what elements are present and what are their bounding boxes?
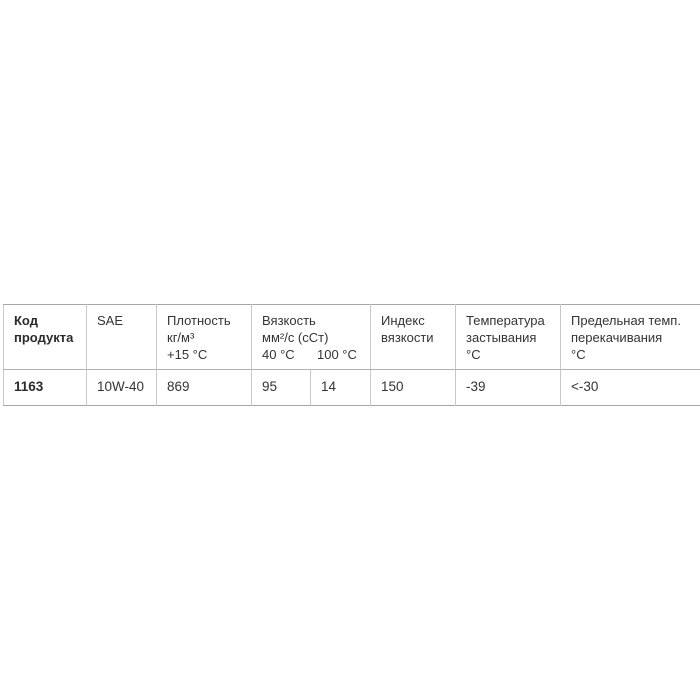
- cell-pumping-limit: <-30: [561, 370, 700, 406]
- col-header-viscosity: [252, 305, 371, 370]
- subheader-100c: 100 °C: [317, 347, 357, 362]
- oil-spec-table-wrap: [3, 304, 700, 406]
- cell-product-code: 1163: [14, 378, 44, 394]
- header-line: °C: [571, 347, 586, 362]
- oil-spec-table: [3, 304, 700, 406]
- header-line: застывания: [466, 330, 537, 345]
- header-line: +15 °C: [167, 347, 208, 362]
- subheader-40c: 40 °C: [262, 347, 295, 362]
- col-header-pour-point: [456, 305, 561, 370]
- col-header-sae: [87, 305, 157, 370]
- header-line: °C: [466, 347, 481, 362]
- col-header-product-code: [4, 305, 87, 370]
- header-line: вязкости: [381, 330, 434, 345]
- header-line: Плотность: [167, 313, 231, 328]
- viscosity-subheader-row: [262, 346, 366, 363]
- header-line: Индекс: [381, 313, 425, 328]
- header-line: SAE: [97, 313, 124, 328]
- cell-sae: 10W-40: [87, 370, 157, 406]
- table-row: [4, 370, 700, 406]
- col-header-viscosity-index: [371, 305, 456, 370]
- header-line: мм²/с (сСт): [262, 330, 329, 345]
- header-line: Предельная темп.: [571, 313, 681, 328]
- cell-viscosity-index: 150: [371, 370, 456, 406]
- header-line: Температура: [466, 313, 545, 328]
- header-line: перекачивания: [571, 330, 663, 345]
- cell-viscosity-100: 14: [311, 370, 371, 406]
- header-line: Код: [14, 313, 38, 328]
- col-header-pumping-limit: [561, 305, 700, 370]
- cell-density: 869: [157, 370, 252, 406]
- header-line: кг/м³: [167, 330, 195, 345]
- header-line: продукта: [14, 330, 74, 345]
- col-header-density: [157, 305, 252, 370]
- header-line: Вязкость: [262, 313, 316, 328]
- cell-viscosity-40: 95: [252, 370, 311, 406]
- header-row: [4, 305, 700, 370]
- cell-pour-point: -39: [456, 370, 561, 406]
